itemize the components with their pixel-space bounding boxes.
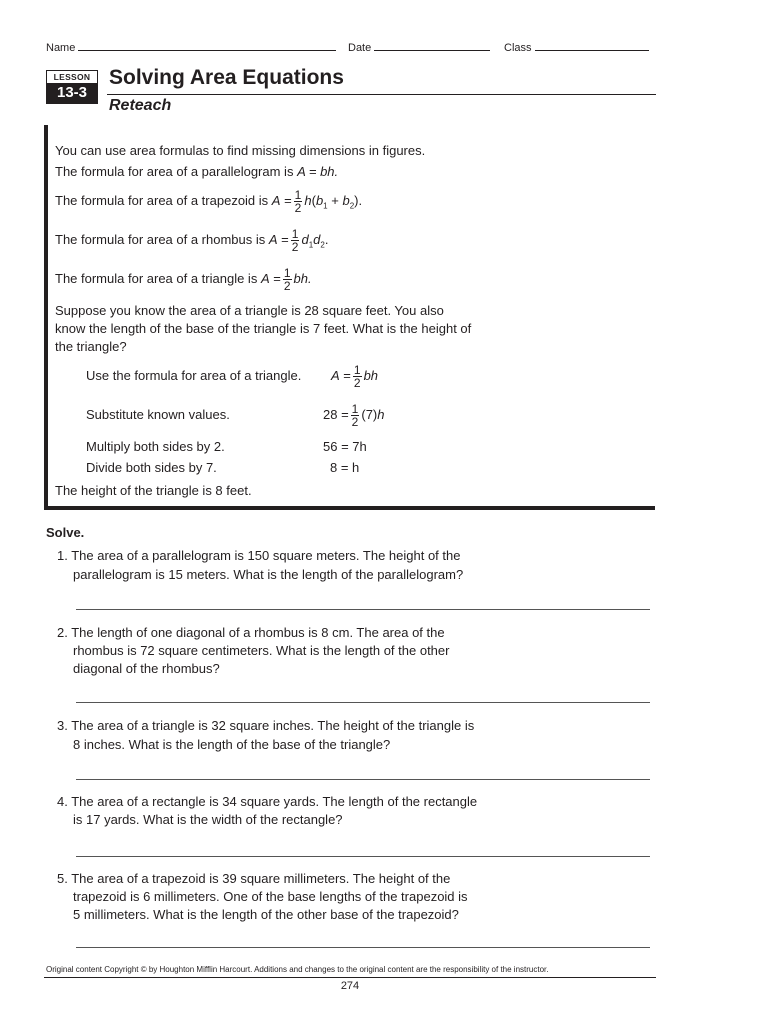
problem-2-line-2: rhombus is 72 square centimeters. What is the length of the other	[73, 643, 450, 658]
step-2-equation: 28 = $\frac{1}{2}$ (7)h	[323, 402, 385, 430]
fraction-one-half: $\frac{1}{2}$	[294, 188, 302, 216]
answer-line-4[interactable]	[76, 856, 650, 857]
answer-line-2[interactable]	[76, 702, 650, 703]
problem-1-line-2: parallelogram is 15 meters. What is the length of the parallelogram?	[73, 567, 464, 582]
copyright-notice: Original content Copyright © by Houghton Mifflin Harcourt. Additions and changes to the original content are the responsibility of the instructor.	[46, 965, 549, 974]
trapezoid-text: The formula for area of a trapezoid is	[55, 193, 272, 208]
date-label: Date	[348, 42, 372, 54]
class-line	[535, 39, 649, 51]
class-label: Class	[504, 42, 532, 54]
step-1-equation: A = $\frac{1}{2}$ bh	[331, 363, 379, 391]
triangle-formula: The formula for area of a triangle is A = $\frac{1}{2}$ bh.	[55, 266, 312, 294]
parallelogram-text: The formula for area of a parallelogram is	[55, 164, 298, 179]
problem-2-line-3: diagonal of the rhombus?	[73, 661, 220, 676]
trapezoid-formula: The formula for area of a trapezoid is A = $\frac{1}{2}$ $h(b_1 + b_2)$.	[55, 188, 363, 216]
fraction-one-half: $\frac{1}{2}$	[283, 266, 291, 294]
lesson-badge	[46, 70, 98, 104]
step-4-label: Divide both sides by 7.	[86, 460, 217, 475]
name-line	[78, 39, 336, 51]
reteach-intro: You can use area formulas to find missing dimensions in figures.	[55, 143, 426, 158]
date-line	[374, 39, 490, 51]
page-number: 274	[340, 980, 360, 992]
page-subtitle: Reteach	[109, 97, 172, 114]
rhombus-text: The formula for area of a rhombus is	[55, 232, 269, 247]
lesson-number: 13-3	[47, 83, 97, 103]
example-line-1: Suppose you know the area of a triangle is 28 square feet. You also	[55, 303, 444, 318]
name-label: Name	[46, 42, 76, 54]
problem-4-line-2: is 17 yards. What is the width of the rectangle?	[73, 812, 343, 827]
problem-3-line-1: 3. The area of a triangle is 32 square inches. The height of the triangle is	[57, 718, 475, 733]
step-3-label: Multiply both sides by 2.	[86, 439, 225, 454]
lesson-tag: LESSON	[53, 72, 91, 82]
step-1-label: Use the formula for area of a triangle.	[86, 368, 302, 383]
name-field[interactable]	[46, 39, 336, 54]
problem-5-line-2: trapezoid is 6 millimeters. One of the base lengths of the trapezoid is	[73, 889, 468, 904]
fraction-one-half: $\frac{1}{2}$	[353, 363, 361, 391]
solve-heading: Solve.	[46, 525, 85, 540]
fraction-one-half: $\frac{1}{2}$	[291, 227, 299, 255]
rhombus-formula: The formula for area of a rhombus is A = $\frac{1}{2}$ $d_1d_2$.	[55, 227, 329, 255]
title-divider	[107, 94, 656, 95]
date-field[interactable]	[348, 39, 490, 54]
fraction-one-half: $\frac{1}{2}$	[351, 402, 359, 430]
reteach-box-border-bottom	[44, 506, 655, 510]
problem-1-line-1: 1. The area of a parallelogram is 150 square meters. The height of the	[57, 548, 461, 563]
example-line-3: the triangle?	[55, 339, 127, 354]
example-line-2: know the length of the base of the triangle is 7 feet. What is the height of	[55, 321, 472, 336]
reteach-box-border-left	[44, 125, 48, 510]
answer-line-5[interactable]	[76, 947, 650, 948]
problem-5-line-1: 5. The area of a trapezoid is 39 square millimeters. The height of the	[57, 871, 451, 886]
reteach-conclusion: The height of the triangle is 8 feet.	[55, 483, 252, 498]
triangle-text: The formula for area of a triangle is	[55, 271, 261, 286]
parallelogram-formula-expr: A = bh.	[297, 164, 339, 179]
problem-2-line-1: 2. The length of one diagonal of a rhombus is 8 cm. The area of the	[57, 625, 445, 640]
step-4-equation: 8 = h	[330, 460, 360, 475]
footer-divider	[44, 977, 656, 978]
step-3-equation: 56 = 7h	[323, 439, 367, 454]
answer-line-3[interactable]	[76, 779, 650, 780]
parallelogram-formula	[55, 163, 338, 180]
problem-5-line-3: 5 millimeters. What is the length of the other base of the trapezoid?	[73, 907, 459, 922]
answer-line-1[interactable]	[76, 609, 650, 610]
page-title: Solving Area Equations	[109, 66, 344, 89]
problem-3-line-2: 8 inches. What is the length of the base of the triangle?	[73, 737, 391, 752]
class-field[interactable]	[504, 39, 649, 54]
step-2-label: Substitute known values.	[86, 407, 230, 422]
problem-4-line-1: 4. The area of a rectangle is 34 square yards. The length of the rectangle	[57, 794, 478, 809]
